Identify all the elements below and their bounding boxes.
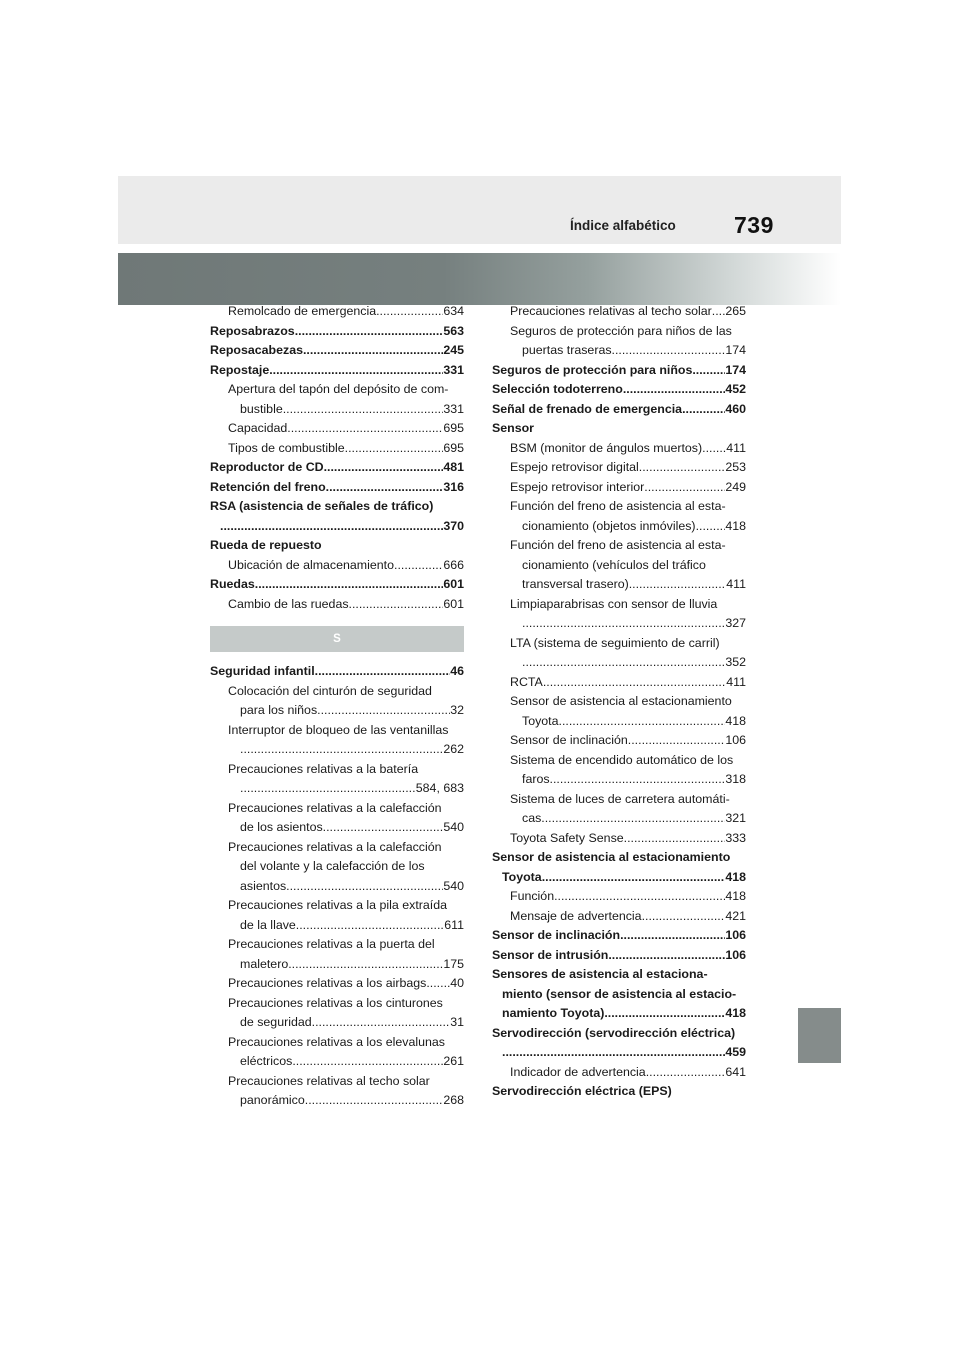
index-entry xyxy=(492,497,746,536)
entry-term: Función xyxy=(510,889,555,903)
index-column-right xyxy=(492,302,746,1102)
dot-leader xyxy=(639,458,726,478)
entry-page-number: 695 xyxy=(443,421,464,435)
dot-leader xyxy=(623,380,725,400)
entry-page-number: 318 xyxy=(725,772,746,786)
entry-term: Precauciones relativas a la pila extraída xyxy=(228,898,448,912)
header-title: Índice alfabético xyxy=(570,218,676,233)
dot-leader xyxy=(646,1063,726,1083)
entry-page-number: 411 xyxy=(726,440,746,455)
index-entry xyxy=(210,1072,464,1111)
index-entry xyxy=(210,380,464,419)
dot-leader xyxy=(554,887,725,907)
index-entry xyxy=(210,595,464,615)
entry-page-number: 331 xyxy=(443,401,464,416)
index-entries-r xyxy=(210,302,464,614)
dot-leader xyxy=(312,1013,451,1033)
section-header-s: S xyxy=(210,626,464,652)
index-column-left xyxy=(210,302,464,1111)
entry-page-number: 411 xyxy=(726,577,746,591)
index-entry xyxy=(210,556,464,576)
dot-leader xyxy=(541,809,725,829)
page-header xyxy=(118,176,841,244)
entry-term: Señal de frenado de emergencia xyxy=(492,401,683,416)
entry-page-number: 418 xyxy=(725,1006,746,1020)
entry-page-number: 611 xyxy=(444,917,464,932)
entry-term: cionamiento (objetos inmóviles) xyxy=(522,518,696,533)
entry-term: Indicador de advertencia xyxy=(510,1064,646,1079)
entry-term: Sensor xyxy=(492,421,535,435)
index-entry xyxy=(492,926,746,946)
entry-term: Reproductor de CD xyxy=(210,460,324,474)
entry-term: Limpiaparabrisas con sensor de lluvia xyxy=(510,596,718,611)
entry-term: Seguros de protección para niños xyxy=(492,362,693,377)
dot-leader xyxy=(522,653,725,673)
entry-term: Sistema de luces de carretera automáti- xyxy=(510,791,730,806)
dot-leader xyxy=(240,779,416,799)
entry-term: Sensor de inclinación xyxy=(510,733,628,747)
dot-leader xyxy=(288,955,443,975)
entry-page-number: 175 xyxy=(443,956,464,971)
dot-leader xyxy=(255,575,444,595)
index-entry xyxy=(492,419,746,439)
entry-page-number: 331 xyxy=(443,362,464,377)
entry-page-number: 601 xyxy=(443,577,464,591)
entry-page-number: 268 xyxy=(443,1093,464,1107)
index-entry xyxy=(210,419,464,439)
entry-page-number: 634 xyxy=(443,304,464,318)
dot-leader xyxy=(283,400,444,420)
dot-leader xyxy=(502,1043,725,1063)
entry-term: Reposabrazos xyxy=(210,323,295,338)
entry-term: Remolcado de emergencia xyxy=(228,304,377,318)
entry-page-number: 370 xyxy=(443,518,464,533)
entry-term: Precauciones relativas a los elevalunas xyxy=(228,1034,445,1049)
index-entry xyxy=(210,974,464,994)
entry-page-number: 452 xyxy=(725,382,746,396)
index-entry xyxy=(492,478,746,498)
entry-term: Toyota xyxy=(502,869,542,884)
entry-term: RCTA xyxy=(510,674,543,689)
side-thumb-tab xyxy=(798,1008,841,1063)
index-entry xyxy=(210,536,464,556)
index-entry xyxy=(492,302,746,322)
index-entry xyxy=(492,673,746,693)
index-entry xyxy=(492,790,746,829)
entry-page-number: 106 xyxy=(725,928,746,942)
index-entry xyxy=(210,799,464,838)
entry-term: para los niños xyxy=(240,703,318,717)
index-entry xyxy=(210,575,464,595)
entry-page-number: 601 xyxy=(443,596,464,611)
entry-term: Repostaje xyxy=(210,362,270,377)
entry-page-number: 460 xyxy=(725,401,746,416)
entry-term: Selección todoterreno xyxy=(492,382,623,396)
entry-page-number: 327 xyxy=(725,616,746,630)
entry-term: faros xyxy=(522,772,550,786)
dot-leader xyxy=(629,575,727,595)
dot-leader xyxy=(692,361,725,381)
dot-leader xyxy=(315,662,451,682)
entry-term: Toyota xyxy=(522,713,559,728)
dot-leader xyxy=(628,731,726,751)
index-entry xyxy=(210,478,464,498)
dot-leader xyxy=(702,439,726,459)
entry-term: Sensor de asistencia al estacionamiento xyxy=(510,694,732,708)
entry-term: Precauciones relativas a los airbags xyxy=(228,976,427,990)
entry-term: Ubicación de almacenamiento xyxy=(228,557,394,572)
dot-leader xyxy=(326,478,444,498)
index-entry xyxy=(210,439,464,459)
entry-term: maletero xyxy=(240,956,289,971)
index-entry xyxy=(492,1024,746,1063)
decorative-band xyxy=(118,253,841,305)
entry-term: transversal trasero) xyxy=(522,577,629,591)
entry-term: RSA (asistencia de señales de tráfico) xyxy=(210,499,434,513)
entry-page-number: 245 xyxy=(443,343,464,357)
entry-term: Colocación del cinturón de seguridad xyxy=(228,683,432,698)
dot-leader xyxy=(522,614,725,634)
entry-term: Precauciones relativas a la calefacción xyxy=(228,839,442,854)
dot-leader xyxy=(559,712,726,732)
index-entry xyxy=(210,994,464,1033)
entry-page-number: 540 xyxy=(443,878,464,893)
entry-page-number: 249 xyxy=(725,479,746,494)
index-entry xyxy=(492,380,746,400)
entry-page-number: 418 xyxy=(725,889,746,903)
index-entry xyxy=(210,838,464,897)
entry-term: namiento Toyota) xyxy=(502,1006,605,1020)
dot-leader xyxy=(612,341,726,361)
index-entries-s-continued xyxy=(492,302,746,1102)
entry-page-number: 481 xyxy=(443,460,464,474)
entry-term: cas xyxy=(522,811,542,825)
entry-term: Rueda de repuesto xyxy=(210,538,322,552)
entry-term: Reposacabezas xyxy=(210,343,303,357)
entry-term: del volante y la calefacción de los xyxy=(240,859,425,873)
dot-leader xyxy=(543,673,726,693)
entry-page-number: 46 xyxy=(450,664,464,678)
dot-leader xyxy=(624,829,726,849)
index-entry xyxy=(492,361,746,381)
entry-term: asientos xyxy=(240,878,287,893)
dot-leader xyxy=(240,740,443,760)
dot-leader xyxy=(269,361,443,381)
entry-page-number: 418 xyxy=(725,869,746,884)
index-entry xyxy=(210,302,464,322)
entry-term: Precauciones relativas a la puerta del xyxy=(228,937,435,951)
entry-term: Interruptor de bloqueo de las ventanillas xyxy=(228,722,449,737)
entry-term: Capacidad xyxy=(228,421,288,435)
entry-term: Función del freno de asistencia al esta- xyxy=(510,538,726,552)
entry-page-number: 316 xyxy=(443,479,464,494)
entry-page-number: 321 xyxy=(725,811,746,825)
index-entry xyxy=(492,439,746,459)
dot-leader xyxy=(220,517,443,537)
entry-term: Sistema de encendido automático de los xyxy=(510,752,734,767)
entry-page-number: 563 xyxy=(443,323,464,338)
entry-page-number: 540 xyxy=(443,820,464,834)
entry-page-number: 411 xyxy=(726,674,746,689)
entry-term: Espejo retrovisor digital xyxy=(510,460,639,474)
dot-leader xyxy=(644,478,725,498)
entry-page-number: 106 xyxy=(725,733,746,747)
entry-term: Servodirección (servodirección eléctrica) xyxy=(492,1025,736,1040)
index-entry xyxy=(492,887,746,907)
entry-page-number: 352 xyxy=(725,655,746,669)
dot-leader xyxy=(295,322,444,342)
index-entry xyxy=(210,662,464,682)
index-entry xyxy=(492,829,746,849)
entry-term: Ruedas xyxy=(210,577,255,591)
entry-page-number: 666 xyxy=(443,557,464,572)
entry-term: Precauciones relativas a la calefacción xyxy=(228,800,442,815)
dot-leader xyxy=(305,1091,444,1111)
entry-term: Apertura del tapón del depósito de com- xyxy=(228,382,449,396)
entry-term: miento (sensor de asistencia al estacio- xyxy=(502,986,737,1001)
dot-leader xyxy=(296,916,444,936)
entry-term: Mensaje de advertencia xyxy=(510,908,642,923)
dot-leader xyxy=(542,868,726,888)
entry-page-number: 31 xyxy=(450,1015,464,1029)
entry-term: panorámico xyxy=(240,1093,305,1107)
dot-leader xyxy=(682,400,725,420)
index-entry xyxy=(492,322,746,361)
entry-page-number: 262 xyxy=(443,742,464,756)
entry-term: Función del freno de asistencia al esta- xyxy=(510,499,726,513)
index-entry xyxy=(210,721,464,760)
entry-page-number: 106 xyxy=(725,947,746,962)
entry-term: eléctricos xyxy=(240,1054,293,1068)
index-entry xyxy=(210,458,464,478)
dot-leader xyxy=(324,458,444,478)
dot-leader xyxy=(608,946,725,966)
index-entry xyxy=(210,935,464,974)
index-entry xyxy=(210,1033,464,1072)
index-entry xyxy=(492,848,746,887)
entry-term: LTA (sistema de seguimiento de carril) xyxy=(510,635,720,650)
index-entry xyxy=(210,322,464,342)
dot-leader xyxy=(394,556,443,576)
dot-leader xyxy=(696,517,726,537)
index-entries-s xyxy=(210,662,464,1111)
entry-page-number: 40 xyxy=(450,976,464,990)
index-entry xyxy=(210,361,464,381)
index-entry xyxy=(492,458,746,478)
dot-leader xyxy=(620,926,725,946)
entry-term: BSM (monitor de ángulos muertos) xyxy=(510,440,703,455)
entry-page-number: 32 xyxy=(450,703,464,717)
entry-term: Seguridad infantil xyxy=(210,664,315,678)
entry-term: Espejo retrovisor interior xyxy=(510,479,645,494)
entry-term: Precauciones relativas al techo solar xyxy=(228,1073,430,1088)
index-entry xyxy=(492,751,746,790)
dot-leader xyxy=(550,770,726,790)
entry-page-number: 584, 683 xyxy=(415,781,464,795)
index-entry xyxy=(210,896,464,935)
index-entry xyxy=(492,595,746,634)
entry-term: Precauciones relativas a la batería xyxy=(228,761,419,776)
index-entry xyxy=(492,536,746,595)
index-entry xyxy=(492,400,746,420)
entry-term: Sensores de asistencia al estaciona- xyxy=(492,967,708,981)
dot-leader xyxy=(349,595,444,615)
index-entry xyxy=(492,731,746,751)
dot-leader xyxy=(303,341,443,361)
entry-term: de los asientos xyxy=(240,820,323,834)
dot-leader xyxy=(426,974,450,994)
entry-term: bustible xyxy=(240,401,283,416)
entry-page-number: 695 xyxy=(443,440,464,455)
dot-leader xyxy=(604,1004,725,1024)
entry-term: Cambio de las ruedas xyxy=(228,596,349,611)
entry-term: Retención del freno xyxy=(210,479,326,494)
dot-leader xyxy=(642,907,726,927)
index-entry xyxy=(492,634,746,673)
dot-leader xyxy=(712,302,726,322)
entry-term: Sensor de intrusión xyxy=(492,947,609,962)
index-entry xyxy=(492,946,746,966)
entry-term: Sensor de inclinación xyxy=(492,928,621,942)
page-number: 739 xyxy=(734,212,774,238)
entry-term: Sensor de asistencia al estacionamiento xyxy=(492,850,731,864)
dot-leader xyxy=(376,302,443,322)
entry-term: Servodirección eléctrica (EPS) xyxy=(492,1084,672,1098)
entry-term: Precauciones relativas al techo solar xyxy=(510,304,712,318)
index-entry xyxy=(210,341,464,361)
entry-term: de seguridad xyxy=(240,1015,312,1029)
entry-page-number: 418 xyxy=(725,518,746,533)
entry-page-number: 459 xyxy=(725,1045,746,1059)
entry-page-number: 333 xyxy=(725,830,746,845)
entry-page-number: 418 xyxy=(725,713,746,728)
dot-leader xyxy=(287,419,443,439)
entry-page-number: 641 xyxy=(725,1064,746,1079)
index-entry xyxy=(492,1082,746,1102)
index-entry xyxy=(210,760,464,799)
index-entry xyxy=(210,682,464,721)
entry-page-number: 174 xyxy=(725,343,746,357)
entry-term: cionamiento (vehículos del tráfico xyxy=(522,557,706,572)
entry-term: Precauciones relativas a los cinturones xyxy=(228,995,443,1010)
dot-leader xyxy=(292,1052,443,1072)
entry-term: de la llave xyxy=(240,917,296,932)
index-entry xyxy=(492,1063,746,1083)
entry-page-number: 261 xyxy=(443,1054,464,1068)
dot-leader xyxy=(317,701,450,721)
dot-leader xyxy=(323,818,444,838)
entry-term: puertas traseras xyxy=(522,343,612,357)
dot-leader xyxy=(286,877,443,897)
dot-leader xyxy=(345,439,444,459)
entry-page-number: 174 xyxy=(725,362,746,377)
entry-term: Seguros de protección para niños de las xyxy=(510,323,732,338)
index-entry xyxy=(492,907,746,927)
entry-term: Tipos de combustible xyxy=(228,440,345,455)
index-entry xyxy=(492,692,746,731)
index-entry xyxy=(492,965,746,1024)
index-entry xyxy=(210,497,464,536)
entry-page-number: 421 xyxy=(725,908,746,923)
entry-page-number: 265 xyxy=(725,304,746,318)
entry-term: Toyota Safety Sense xyxy=(510,830,624,845)
entry-page-number: 253 xyxy=(725,460,746,474)
